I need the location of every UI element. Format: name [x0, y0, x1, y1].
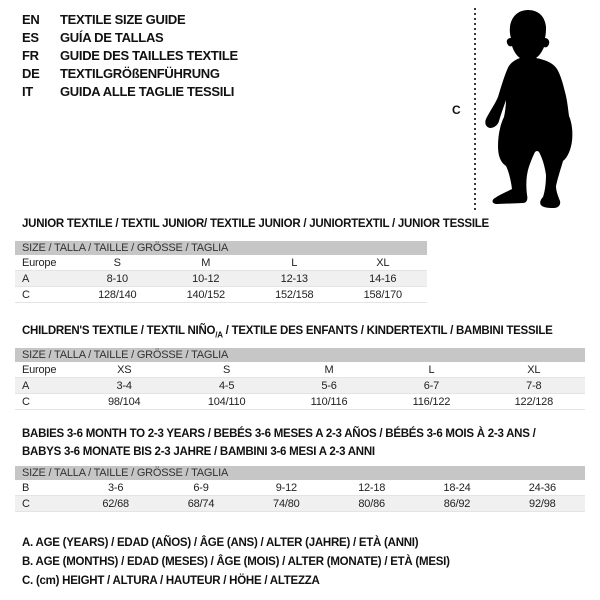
language-row — [22, 10, 238, 28]
language-title: TEXTILGRÖßENFÜHRUNG — [60, 65, 220, 81]
language-code: ES — [22, 29, 39, 45]
legend-note-line: B. AGE (MONTHS) / EDAD (MESES) / ÂGE (MOIS) / ALTER (MONATE) / ETÀ (MESI) — [22, 556, 450, 568]
language-row — [22, 82, 238, 100]
section-title — [22, 216, 489, 234]
size-value-cell: 12-13 — [280, 272, 308, 285]
section-title-line — [22, 426, 536, 444]
children-size-table — [15, 348, 585, 410]
size-value-cell: 74/80 — [273, 497, 300, 510]
section-title-text: BABIES 3-6 MONTH TO 2-3 YEARS / BEBÉS 3-6 MESES A 2-3 AÑOS / BÉBÉS 3-6 MOIS À 2-3 ANS / — [22, 428, 536, 440]
language-row — [22, 46, 238, 64]
size-header-text: SIZE / TALLA / TAILLE / GRÖSSE / TAGLIA — [22, 467, 229, 479]
row-label: B — [22, 481, 30, 494]
size-value-cell: 86/92 — [443, 497, 471, 510]
size-value-cell: S — [223, 363, 231, 376]
table-row — [15, 496, 585, 512]
size-value-cell: 104/110 — [207, 395, 246, 408]
section-title-line — [22, 323, 553, 344]
section-title-text: BABYS 3-6 MONATE BIS 2-3 JAHRE / BAMBINI 3-6 MESI A 2-3 ANNI — [22, 445, 375, 458]
size-value-cell: 98/104 — [107, 395, 141, 408]
language-row — [22, 64, 238, 82]
language-row — [22, 28, 238, 46]
size-value-cell: XL — [376, 256, 390, 269]
size-value-cell: 3-4 — [116, 379, 132, 392]
size-value-cell: 80/86 — [358, 497, 385, 510]
size-value-cell: 128/140 — [98, 288, 137, 301]
section-title — [22, 323, 553, 344]
size-value-cell: L — [428, 363, 435, 376]
size-value-cell: 24-36 — [528, 481, 556, 494]
row-label: Europe — [22, 256, 57, 269]
size-value-cell: M — [324, 363, 334, 376]
language-list — [22, 10, 238, 100]
language-code: IT — [22, 83, 33, 99]
size-value-cell: 110/116 — [310, 395, 348, 408]
section-title-text: CHILDREN'S TEXTILE / TEXTIL NIÑO — [22, 325, 216, 337]
language-title: TEXTILE SIZE GUIDE — [60, 11, 186, 27]
size-value-cell: 158/170 — [363, 288, 402, 301]
baby-silhouette-path — [485, 10, 572, 208]
language-title: GUÍA DE TALLAS — [60, 29, 164, 45]
section-title-line — [22, 444, 536, 462]
size-value-cell: 8-10 — [106, 272, 128, 285]
size-value-cell: M — [201, 256, 211, 269]
section-title-line — [22, 216, 489, 234]
height-measure-label: C — [452, 103, 461, 117]
baby-silhouette-icon — [482, 0, 600, 216]
row-label: C — [22, 497, 30, 510]
size-value-cell: 7-8 — [526, 379, 542, 392]
legend-note-line: A. AGE (YEARS) / EDAD (AÑOS) / ÂGE (ANS) / ALTER (JAHRE) / ETÀ (ANNI) — [22, 537, 419, 549]
size-value-cell: XL — [527, 363, 541, 376]
table-row — [15, 255, 427, 271]
language-title: GUIDA ALLE TAGLIE TESSILI — [60, 83, 235, 99]
size-value-cell: 3-6 — [108, 481, 124, 494]
legend-note-line: C. (cm) HEIGHT / ALTURA / HAUTEUR / HÖHE / ALTEZZA — [22, 575, 320, 587]
size-header-text: SIZE / TALLA / TAILLE / GRÖSSE / TAGLIA — [22, 349, 229, 361]
table-row — [15, 378, 585, 394]
section-title-text: JUNIOR TEXTILE / TEXTIL JUNIOR/ TEXTILE JUNIOR / JUNIORTEXTIL / JUNIOR TESSILE — [22, 218, 489, 230]
table-row — [15, 287, 427, 303]
row-label: C — [22, 288, 30, 301]
height-measure-line — [474, 8, 476, 212]
row-label: C — [22, 395, 30, 408]
size-value-cell: 10-12 — [192, 272, 220, 285]
size-value-cell: 4-5 — [218, 379, 235, 392]
section-title-text: / TEXTILE DES ENFANTS / KINDERTEXTIL / BAMBINI TESSILE — [222, 325, 553, 337]
size-value-cell: 5-6 — [321, 379, 337, 392]
size-value-cell: 116/122 — [412, 395, 451, 408]
size-value-cell: S — [113, 256, 121, 269]
section-title — [22, 426, 536, 461]
size-value-cell: 18-24 — [443, 481, 471, 494]
size-header-text: SIZE / TALLA / TAILLE / GRÖSSE / TAGLIA — [22, 242, 229, 254]
size-value-cell: 6-7 — [423, 379, 440, 392]
legend-notes — [22, 534, 450, 591]
size-value-cell: 140/152 — [186, 288, 225, 301]
language-code: EN — [22, 11, 40, 27]
size-value-cell: 12-18 — [358, 481, 386, 494]
row-label: Europe — [22, 363, 57, 376]
size-value-cell: 6-9 — [193, 481, 209, 494]
size-value-cell: 14-16 — [369, 272, 397, 285]
size-value-cell: 122/128 — [514, 395, 554, 408]
table-row — [15, 394, 585, 410]
size-value-cell: 152/158 — [275, 288, 314, 301]
language-code: FR — [22, 47, 39, 63]
row-label: A — [22, 272, 30, 285]
language-code: DE — [22, 65, 40, 81]
size-header-bar — [15, 241, 427, 255]
size-header-bar — [15, 348, 585, 362]
size-value-cell: 92/98 — [529, 497, 556, 510]
table-row — [15, 362, 585, 378]
junior-size-table — [15, 241, 427, 303]
size-value-cell: 68/74 — [187, 497, 215, 510]
size-value-cell: XS — [117, 363, 132, 376]
language-title: GUIDE DES TAILLES TEXTILE — [60, 47, 238, 63]
babies-size-table — [15, 466, 585, 512]
size-header-bar — [15, 466, 585, 480]
size-value-cell: L — [291, 256, 298, 269]
size-value-cell: 9-12 — [275, 481, 297, 494]
table-row — [15, 271, 427, 287]
row-label: A — [22, 379, 30, 392]
table-row — [15, 480, 585, 496]
size-value-cell: 62/68 — [102, 497, 129, 510]
section-title-text: /A — [215, 330, 223, 340]
